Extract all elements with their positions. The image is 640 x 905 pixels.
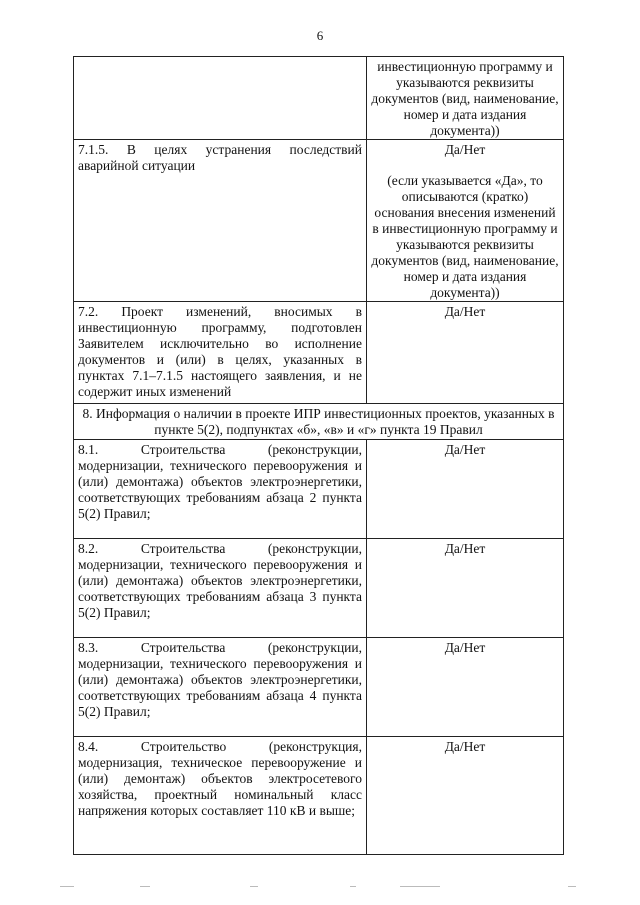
table-row: [74, 539, 564, 638]
scan-artifact-marks: [60, 886, 580, 890]
spacer: [371, 158, 559, 173]
table-row: [74, 140, 564, 302]
row-right-cell: Да/Нет: [367, 638, 564, 737]
answer-yes-no: Да/Нет: [444, 142, 486, 157]
table-row: [74, 737, 564, 855]
answer-note: (если указывается «Да», то описываются (кратко) основания внесения изменений в инвестиционную программу и указываются реквизиты документов (вид, наименование, номер и дата издания документа)): [371, 173, 559, 300]
row-right-cell: Да/Нет: [367, 302, 564, 404]
row-left-cell: 7.2. Проект изменений, вносимых в инвестиционную программу, подготовлен Заявителем исключительно во исполнение документов и (или) в целях, указанных в пунктах 7.1–7.1.5 настоящего заявления, и не содержит иных изменений: [74, 302, 367, 404]
table-row: [74, 302, 564, 404]
table-row: [74, 57, 564, 140]
answer-note: инвестиционную программу и указываются реквизиты документов (вид, наименование, номер и дата издания документа)): [371, 59, 559, 138]
row-right-cell: [367, 140, 564, 302]
row-right-cell: [367, 57, 564, 140]
row-left-cell: 8.3. Строительства (реконструкции, модернизации, технического перевооружения и (или) демонтажа) объектов электроэнергетики, соответствующих требованиям абзаца 4 пункта 5(2) Правил;: [74, 638, 367, 737]
row-left-cell: 8.2. Строительства (реконструкции, модернизации, технического перевооружения и (или) демонтажа) объектов электроэнергетики, соответствующих требованиям абзаца 3 пункта 5(2) Правил;: [74, 539, 367, 638]
section-8-title: 8. Информация о наличии в проекте ИПР инвестиционных проектов, указанных в пункте 5(2), подпунктах «б», «в» и «г» пункта 19 Правил: [74, 404, 564, 440]
row-left-cell: 8.1. Строительства (реконструкции, модернизации, технического перевооружения и (или) демонтажа) объектов электроэнергетики, соответствующих требованиям абзаца 2 пункта 5(2) Правил;: [74, 440, 367, 539]
table-row: [74, 638, 564, 737]
row-left-cell: 7.1.5. В целях устранения последствий аварийной ситуации: [74, 140, 367, 302]
row-right-cell: Да/Нет: [367, 440, 564, 539]
row-left-cell: [74, 57, 367, 140]
row-right-cell: Да/Нет: [367, 539, 564, 638]
page-number: 6: [316, 28, 324, 43]
row-right-cell: Да/Нет: [367, 737, 564, 855]
section-header-row: [74, 404, 564, 440]
table-row: [74, 440, 564, 539]
row-left-cell: 8.4. Строительство (реконструкция, модернизация, техническое перевооружение и (или) демонтаж) объектов электросетевого хозяйства, проектный номинальный класс напряжения которых составляет 110 кВ и выше;: [74, 737, 367, 855]
application-form-table: [73, 56, 564, 855]
